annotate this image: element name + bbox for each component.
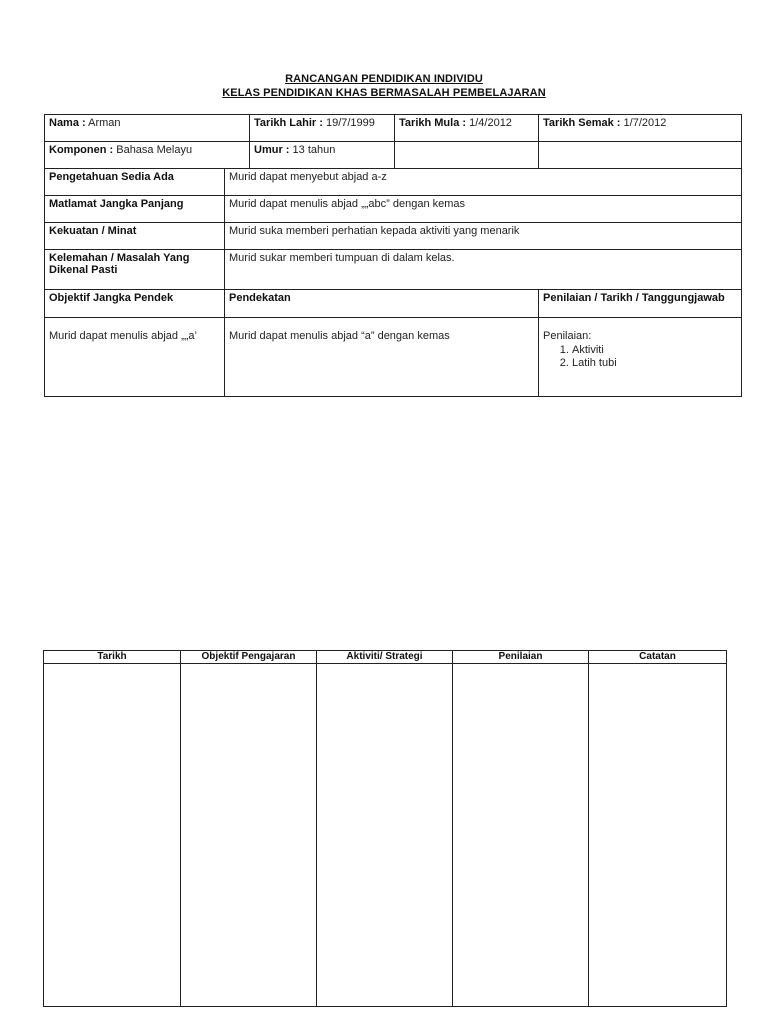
row-value: Murid dapat menyebut abjad a-z [225, 169, 742, 196]
empty-cell [44, 664, 181, 1007]
umur-label: Umur : [254, 144, 290, 156]
document-subtitle: KELAS PENDIDIKAN KHAS BERMASALAH PEMBELAJARAN [222, 87, 546, 99]
tarikh-lahir-value: 19/7/1999 [325, 117, 375, 129]
column-header-penilaian: Penilaian [453, 651, 589, 664]
student-plan-table [44, 114, 742, 397]
tarikh-lahir-label: Tarikh Lahir : [254, 117, 323, 129]
empty-cell [453, 664, 589, 1007]
table-row [45, 223, 742, 250]
table-row [45, 169, 742, 196]
column-header-aktiviti: Aktiviti/ Strategi [317, 651, 453, 664]
nama-cell [45, 115, 250, 142]
komponen-cell [45, 142, 250, 169]
umur-value: 13 tahun [292, 144, 336, 156]
table-row [45, 142, 742, 169]
empty-cell [181, 664, 317, 1007]
tarikh-mula-value: 1/4/2012 [469, 117, 512, 129]
row-label: Kelemahan / Masalah Yang Dikenal Pasti [45, 250, 225, 290]
penilaian-list [543, 344, 737, 370]
objektif-value: Murid dapat menulis abjad „„a’ [45, 318, 225, 397]
tarikh-semak-cell [539, 115, 742, 142]
tarikh-semak-value: 1/7/2012 [623, 117, 667, 129]
document-title: RANCANGAN PENDIDIKAN INDIVIDU [285, 73, 483, 85]
table-row [45, 115, 742, 142]
pendekatan-value: Murid dapat menulis abjad “a” dengan kemas [225, 318, 539, 397]
nama-value: Arman [88, 117, 121, 129]
nama-label: Nama : [49, 117, 86, 129]
column-header-catatan: Catatan [589, 651, 727, 664]
komponen-label: Komponen : [49, 144, 114, 156]
table-header-row [44, 651, 727, 664]
penilaian-cell [539, 318, 742, 397]
penilaian-label: Penilaian: [543, 330, 592, 342]
table-row [44, 664, 727, 1007]
column-header-tarikh: Tarikh [44, 651, 181, 664]
umur-cell [250, 142, 395, 169]
list-item: 2. Latih tubi [572, 357, 737, 370]
row-label: Matlamat Jangka Panjang [45, 196, 225, 223]
table-row [45, 196, 742, 223]
penilaian-header: Penilaian / Tarikh / Tanggungjawab [539, 290, 742, 318]
tarikh-mula-label: Tarikh Mula : [399, 117, 467, 129]
row-label: Pengetahuan Sedia Ada [45, 169, 225, 196]
row-label: Kekuatan / Minat [45, 223, 225, 250]
tarikh-mula-cell [395, 115, 539, 142]
row-value: Murid suka memberi perhatian kepada aktiviti yang menarik [225, 223, 742, 250]
row-value: Murid dapat menulis abjad „„abc” dengan kemas [225, 196, 742, 223]
teaching-log-table [43, 650, 727, 1007]
table-row [45, 290, 742, 318]
table-row [45, 250, 742, 290]
list-item: 1. Aktiviti [572, 344, 737, 357]
objektif-header: Objektif Jangka Pendek [45, 290, 225, 318]
komponen-value: Bahasa Melayu [116, 144, 193, 156]
empty-cell [395, 142, 539, 169]
tarikh-semak-label: Tarikh Semak : [543, 117, 621, 129]
column-header-objektif: Objektif Pengajaran [181, 651, 317, 664]
empty-cell [317, 664, 453, 1007]
tarikh-lahir-cell [250, 115, 395, 142]
row-value: Murid sukar memberi tumpuan di dalam kelas. [225, 250, 742, 290]
pendekatan-header: Pendekatan [225, 290, 539, 318]
empty-cell [539, 142, 742, 169]
table-row [45, 318, 742, 397]
empty-cell [589, 664, 727, 1007]
